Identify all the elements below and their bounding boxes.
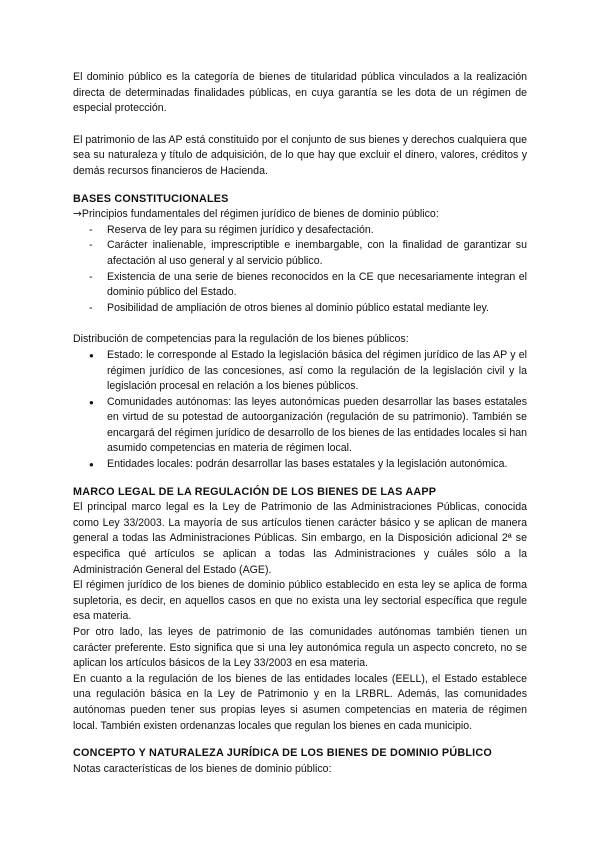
concepto-lead: Notas características de los bienes de dominio público: xyxy=(73,762,332,775)
marco-paragraph-4: En cuanto a la regulación de los bienes de las entidades locales (EELL), el Estado establece una regulación básica en la Ley de Patrimonio y en la LRBRL. Además, las comunidades autónomas pueden tener sus propias leyes si asumen competencias en materia de régimen local. También existen ordenanzas locales que regulan los bienes en cada municipio. xyxy=(73,672,527,732)
list-item: - Carácter inalienable, imprescriptible e inembargable, con la finalidad de garantizar su afectación al uso general y al servicio público. xyxy=(73,238,527,269)
intro-paragraph-2: El patrimonio de las AP está constituido por el conjunto de sus bienes y derechos cualquiera que sea su naturaleza y título de adquisición, de lo que hay que excluir el dinero, valores, créditos y demás recursos financieros de Hacienda. xyxy=(73,133,527,177)
marco-heading: MARCO LEGAL DE LA REGULACIÓN DE LOS BIENES DE LAS AAPP xyxy=(73,485,437,498)
intro-paragraph-1: El dominio público es la categoría de bienes de titularidad pública vinculados a la realización directa de determinadas finalidades públicas, en cuya garantía se les dota de un régimen de especial protección. xyxy=(73,71,527,115)
marco-paragraph-1: El principal marco legal es la Ley de Patrimonio de las Administraciones Públicas, conocida como Ley 33/2003. La mayoría de sus artículos tienen carácter básico y se aplican de manera general a todas las Administraciones Públicas. Sin embargo, en la Disposición adicional 2ª se especifica qué artículos se aplican a todas las Administraciones y cuáles sólo a la Administración General del Estado (AGE). xyxy=(73,501,527,576)
bases-lead xyxy=(73,207,527,223)
marco-paragraph-3: Por otro lado, las leyes de patrimonio de las comunidades autónomas también tienen un carácter preferente. Esto significa que si una ley autonómica regula un aspecto concreto, no se aplican los artículos básicos de la Ley 33/2003 en esa materia. xyxy=(73,626,527,670)
bases-lead-text: Principios fundamentales del régimen jurídico de bienes de dominio público: xyxy=(81,208,439,221)
concepto-heading: CONCEPTO Y NATURALEZA JURÍDICA DE LOS BIENES DE DOMINIO PÚBLICO xyxy=(73,747,492,760)
bases-heading: BASES CONSTITUCIONALES xyxy=(73,192,229,205)
list-item: ● Estado: le corresponde al Estado la legislación básica del régimen jurídico de las AP y el régimen jurídico de las concesiones, así como la regulación de la legislación civil y la legislación procesal en relación a los bienes públicos. xyxy=(73,348,527,395)
list-item: ● Comunidades autónomas: las leyes autonómicas pueden desarrollar las bases estatales en virtud de su potestad de autoorganización (regulación de su patrimonio). También se encargará del régimen jurídico de desarrollo de los bienes de las entidades locales si han asumido competencias en materia de régimen local. xyxy=(73,395,527,457)
list-item: ● Entidades locales: podrán desarrollar las bases estatales y la legislación autonómica. xyxy=(73,457,527,473)
competencias-lead: Distribución de competencias para la regulación de los bienes públicos: xyxy=(73,333,409,346)
arrow-right-icon: → xyxy=(73,208,82,221)
competencias-list xyxy=(73,348,527,473)
bases-list xyxy=(73,223,527,317)
marco-paragraph-2: El régimen jurídico de los bienes de dominio público establecido en esta ley se aplica de forma supletoria, es decir, en aquellos casos en que no exista una ley sectorial específica que regule esa materia. xyxy=(73,579,527,623)
list-item: - Posibilidad de ampliación de otros bienes al dominio público estatal mediante ley. xyxy=(73,301,527,317)
list-item: - Reserva de ley para su régimen jurídico y desafectación. xyxy=(73,223,527,239)
list-item: - Existencia de una serie de bienes reconocidos en la CE que necesariamente integran el dominio público del Estado. xyxy=(73,270,527,301)
